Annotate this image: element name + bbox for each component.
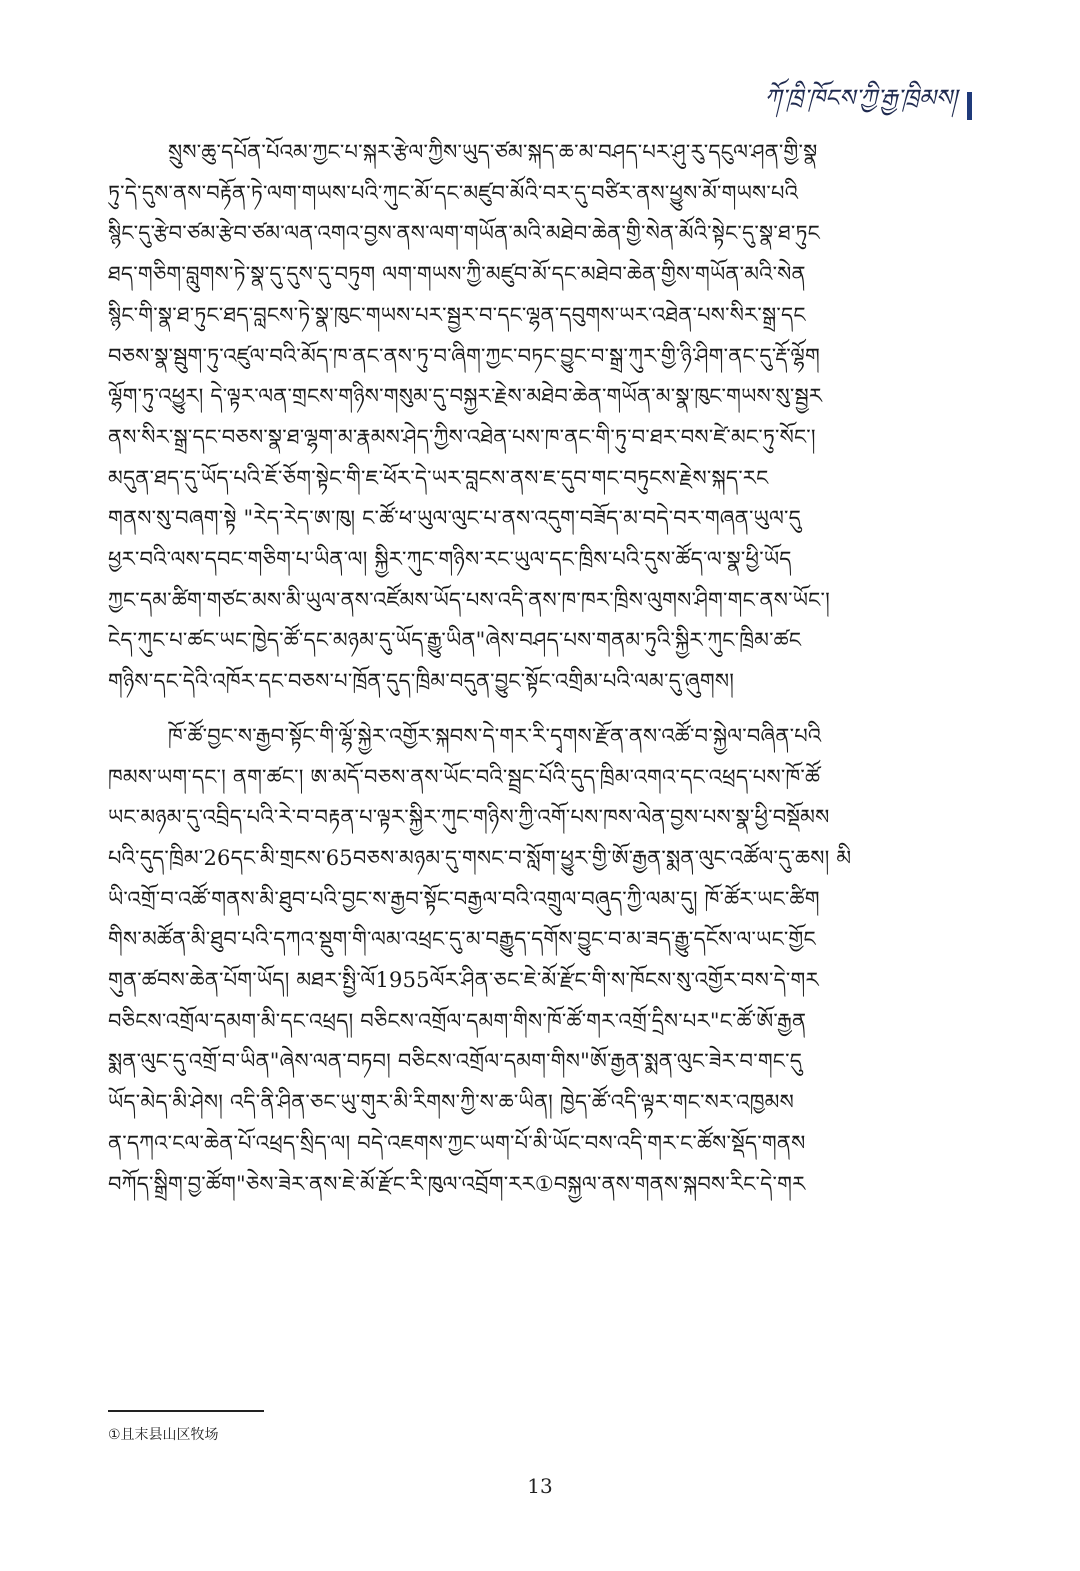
- text-line: གཉིས་དང་དེའི་འཁོར་དང་བཅས་པ་ཁྲོན་དུད་ཁྲིམ་བདུན་བྱུང་སྟོང་འགྲིམ་པའི་ལམ་དུ་ཞུགས།: [108, 669, 735, 694]
- text-line: ངེད་ཀུང་པ་ཚང་ཡང་ཁྱེད་ཚོ་དང་མཉམ་དུ་ཡོད་རྒྱུ་ཡིན"ཞེས་བཤད་པས་གནམ་ཏུའི་སྐྱིར་ཀུང་ཁྲིམ་ཚང: [108, 628, 802, 653]
- text-line: ཡོད་མེད་མི་ཤེས། འདི་ནི་ཤིན་ཅང་ཡུ་གུར་མི་རིགས་ཀྱི་ས་ཆ་ཡིན། ཁྱེད་ཚོ་འདི་ལྟར་གང་སར་འཁྱམས: [108, 1090, 794, 1115]
- text-line: གིས་མཚོན་མི་ཐུབ་པའི་དཀའ་སྡུག་གི་ལམ་འཕྲང་དུ་མ་བརྒྱུད་དགོས་བྱུང་བ་མ་ཟད་རྒྱུ་དངོས་ལ་ཡང་གྱོང: [108, 927, 816, 952]
- text-line: ཁམས་ཡག་དང་། ནག་ཚང་། ཨ་མདོ་བཅས་ནས་ཡོང་བའི་སྦྲང་པོའི་དུད་ཁྲིམ་འགའ་དང་འཕྲད་པས་ཁོ་ཚོ: [108, 764, 821, 789]
- footnote: ①且末县山区牧场: [108, 1427, 219, 1443]
- footnote-divider: [108, 1410, 264, 1412]
- paragraph-1: [108, 132, 970, 702]
- text-line: ནས་སིར་སྒྲ་དང་བཅས་སྣ་ཐ་ལྷག་མ་རྣམས་ཤེད་ཀྱིས་འཐེན་པས་ཁ་ནང་གི་ཏུ་བ་ཐར་བས་ཛེ་མང་ཏུ་སོང་།: [108, 424, 816, 449]
- text-line: ལྷོག་ཏུ་འཕྱུར། དེ་ལྟར་ལན་གྲངས་གཉིས་གསུམ་དུ་བསྐྱར་རྗེས་མཐེབ་ཆེན་གཡོན་མ་སྣ་ཁུང་གཡས་སུ་སྦྱར: [108, 384, 823, 409]
- text-line: གནས་སུ་བཞག་སྟེ "རེད་རེད་ཨ་ཁུ། ང་ཚོ་ཕ་ཡུལ་ལུང་པ་ནས་འདུག་བཟོད་མ་བདེ་བར་གཞན་ཡུལ་དུ: [108, 506, 801, 531]
- text-line: ཡང་མཉམ་དུ་འབྲིད་པའི་རེ་བ་བརྟན་པ་ལྟར་སྐྱིར་ཀུང་གཉིས་ཀྱི་འགོ་པས་ཁས་ལེན་བྱས་པས་སྣ་ཕྱི་བསྡོམས: [108, 805, 830, 830]
- page-number: 13: [527, 1474, 553, 1498]
- text-line: སྙིང་དུ་རྩེབ་ཙམ་རྩེབ་ཙམ་ལན་འགའ་བྱས་ནས་ལག་གཡོན་མའི་མཐེབ་ཆེན་གྱི་སེན་མོའི་སྟེང་དུ་སྣ་ཐ་ཏུང: [108, 221, 820, 246]
- text-line: བཅས་སྣ་སྦུག་ཏུ་འཛུལ་བའི་མོད་ཁ་ནང་ནས་ཏུ་བ་ཞིག་ཀྱང་བཏང་བྱུང་བ་སྒྲ་ཀུར་གྱི་ཉི་ཤིག་ནང་དུ་རྡོ་ལྷོག: [108, 343, 820, 368]
- text-line: གུན་ཚབས་ཆེན་པོག་ཡོད། མཐར་སྤྱི་ལོ1955ལོར་ཤིན་ཅང་ཇེ་མོ་རྫོང་གི་ས་ཁོངས་སུ་འགྱོར་བས་དེ་གར: [108, 968, 819, 993]
- text-line: སྙིང་གི་སྣ་ཐ་ཏུང་ཐད་བླངས་ཏེ་སྣ་ཁུང་གཡས་པར་སྦྱར་བ་དང་ལྷན་དབུགས་ཡར་འཐེན་པས་སིར་སྒྲ་དང: [108, 302, 806, 327]
- running-header: [764, 72, 972, 139]
- body-text: [108, 132, 970, 1204]
- header-title: ཀོ་ཁྲི་ཁོངས་ཀྱི་རྒྱ་ཁྲིམས།: [764, 84, 957, 112]
- text-line: བཀོད་སྒྲིག་བྱ་ཚོག"ཅེས་ཟེར་ནས་ཇེ་མོ་རྫོང་རི་ཁུལ་འབྲོག་རར①བསྐྱལ་ནས་གནས་སྐབས་རིང་དེ་གར: [108, 1171, 806, 1196]
- header-bar: [967, 92, 972, 120]
- text-line: སྲུས་ཆུ་དཔོན་པོའམ་ཀྱང་པ་སྐར་རྩེལ་ཀྱིས་ཡུད་ཙམ་སྐད་ཆ་མ་བཤད་པར་ཤུ་རུ་དངུལ་ཤན་གྱི་སྣ: [168, 140, 818, 164]
- text-line: མདུན་ཐད་དུ་ཡོད་པའི་ཇོ་ཅོག་སྟེང་གི་ཇ་ཕོར་དེ་ཡར་བླངས་ནས་ཇ་དུབ་གང་བཏུངས་རྗེས་སྐད་རང: [108, 465, 769, 490]
- text-line: པའི་དུད་ཁྲིམ་26དང་མི་གྲངས་65བཅས་མཉམ་དུ་གསང་བ་སློག་ཕྱུར་གྱི་ཨོ་རྒྱན་སྨན་ལུང་འཚོལ་དུ་ཆས། མི: [108, 845, 852, 870]
- text-line: སྨན་ལུང་དུ་འགྲོ་བ་ཡིན"ཞེས་ལན་བཏབ། བཅིངས་འགྲོལ་དམག་གིས"ཨོ་རྒྱན་སྨན་ལུང་ཟེར་བ་གང་དུ: [108, 1049, 803, 1074]
- text-line: ཡི་འགྲོ་བ་འཚོ་གནས་མི་ཐུབ་པའི་བྱང་ས་རྒྱབ་སྟོང་བརྒྱལ་བའི་འགྲུལ་བཞུད་ཀྱི་ལམ་དུ། ཁོ་ཚོར་ཡང་ཚིག: [108, 886, 820, 911]
- paragraph-2: [108, 716, 970, 1204]
- text-line: ཁོ་ཚོ་བྱང་ས་རྒྱབ་སྟོང་གི་ལྷོ་སྐྱེར་འགྱོར་སྐབས་དེ་གར་རི་དྭགས་རྫོན་ནས་འཚོ་བ་སྐྱེལ་བཞིན་པའི: [168, 723, 822, 748]
- text-line: ན་དཀའ་ངལ་ཆེན་པོ་འཕྲད་སྲིད་ལ། བདེ་འཇགས་ཀྱང་ཡག་པོ་མི་ཡོང་བས་འདི་གར་ང་ཚོས་སྡོད་གནས: [108, 1130, 806, 1155]
- text-line: ཐད་གཅིག་བླུགས་ཏེ་སྣ་དུ་དུས་དུ་བཏུག ལག་གཡས་ཀྱི་མཛུབ་མོ་དང་མཐེབ་ཆེན་གྱིས་གཡོན་མའི་སེན: [108, 262, 806, 287]
- text-line: ཏུ་དེ་དུས་ནས་བརྟོན་ཏེ་ལག་གཡས་པའི་ཀུང་མོ་དང་མཛུབ་མོའི་བར་དུ་བཙིར་ནས་ཕྱུས་མོ་གཡས་པའི: [108, 180, 799, 205]
- text-line: ཕྱར་བའི་ལས་དབང་གཅིག་པ་ཡིན་ལ། སྐྱིར་ཀུང་གཉིས་རང་ཡུལ་དང་ཁྲིས་པའི་དུས་ཚོད་ལ་སྣ་ཕྱི་ཡོད: [108, 547, 792, 572]
- text-line: བཅིངས་འགྲོལ་དམག་མི་དང་འཕྲད། བཅིངས་འགྲོལ་དམག་གིས་ཁོ་ཚོ་གར་འགྲོ་དྲིས་པར"ང་ཚོ་ཨོ་རྒྱན: [108, 1008, 807, 1033]
- text-line: ཀྱང་དམ་ཚིག་གཙང་མས་མི་ཡུལ་ནས་འཛོམས་ཡོད་པས་འདི་ནས་ཁ་ཁར་ཁྲིས་ལུགས་ཤིག་གང་ནས་ཡོང་།: [108, 587, 830, 612]
